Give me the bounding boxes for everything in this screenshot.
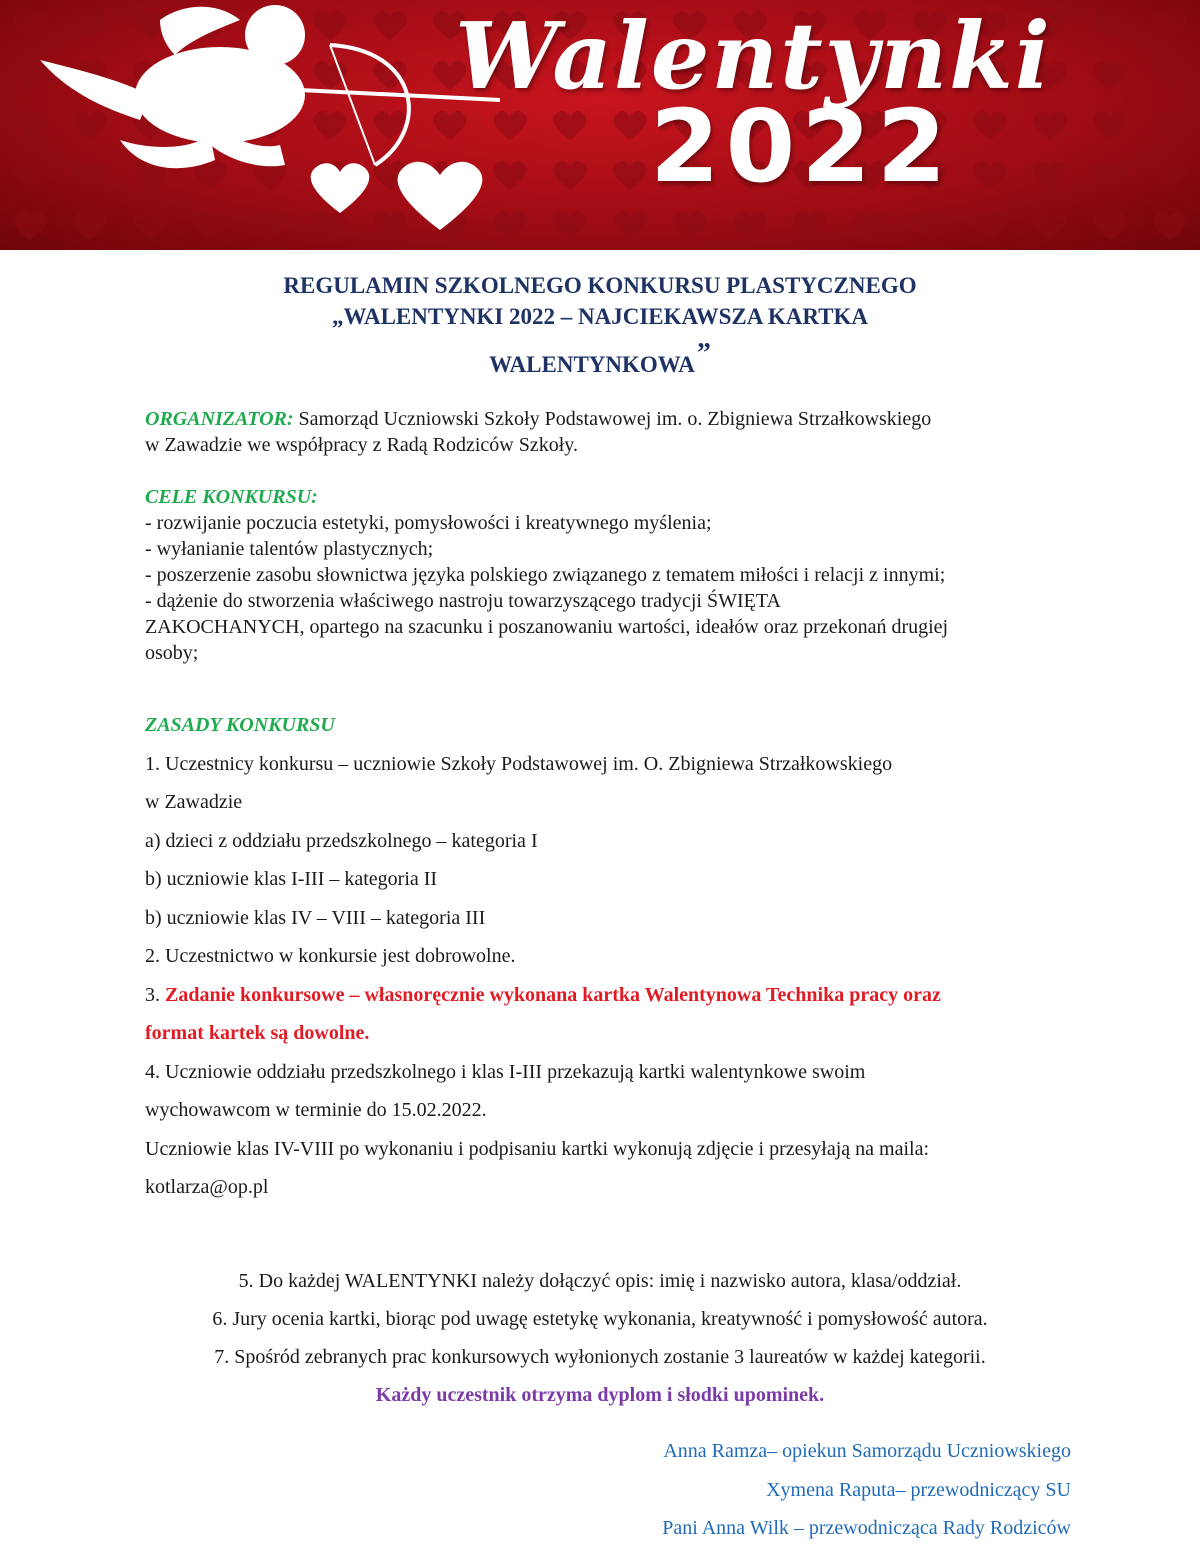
email-address[interactable]: kotlarza@op.pl (145, 1176, 269, 1198)
goal-item: - poszerzenie zasobu słownictwa języka polskiego związanego z tematem miłości i relacji z innymi; (145, 564, 946, 586)
rule-3-cont: format kartek są dowolne. (145, 1022, 370, 1044)
banner-year: 2022 (650, 88, 953, 205)
organizer-paragraph (145, 406, 1065, 458)
organizer-text-1: Samorząd Uczniowski Szkoły Podstawowej im. o. Zbigniewa Strzałkowskiego (298, 408, 932, 430)
title-line-3 (0, 338, 1200, 380)
page-title (0, 270, 1200, 380)
category-b: b) uczniowie klas I-III – kategoria II (145, 868, 438, 890)
title-line-3-text: WALENTYNKOWA (489, 352, 695, 377)
rule-4-cont: wychowawcom w terminie do 15.02.2022. (145, 1099, 487, 1121)
category-a: a) dzieci z oddziału przedszkolnego – kategoria I (145, 829, 538, 852)
rule-3 (145, 976, 1065, 1015)
goal-item: - rozwijanie poczucia estetyki, pomysłowości i kreatywnego myślenia; (145, 512, 712, 534)
rules-centered (0, 1262, 1200, 1414)
rule-1: 1. Uczestnicy konkursu – uczniowie Szkoły Podstawowej im. O. Zbigniewa Strzałkowskiego (145, 752, 893, 775)
rule-5: 5. Do każdej WALENTYNKI należy dołączyć opis: imię i nazwisko autora, klasa/oddział. (238, 1270, 962, 1292)
intro-section (145, 406, 1065, 666)
rule-1-cont: w Zawadzie (145, 791, 243, 813)
signature-line: Xymena Raputa– przewodniczący SU (766, 1478, 1071, 1501)
rule-3-number: 3. (145, 983, 160, 1006)
header-banner (0, 0, 1200, 250)
signatures (662, 1432, 1071, 1548)
banner-title: Walentynki (455, 2, 1052, 110)
signature-line: Pani Anna Wilk – przewodnicząca Rady Rodziców (662, 1517, 1071, 1539)
rule-2: 2. Uczestnictwo w konkursie jest dobrowolne. (145, 945, 516, 967)
goal-item: ZAKOCHANYCH, opartego na szacunku i poszanowaniu wartości, ideałów oraz przekonań drugiej (145, 616, 949, 638)
rules-section (145, 706, 1065, 1207)
title-close-quote: ” (696, 338, 711, 369)
rule-3-text: Zadanie konkursowe – własnoręcznie wykonana kartka Walentynowa Technika pracy oraz (165, 983, 941, 1006)
category-c: b) uczniowie klas IV – VIII – kategoria III (145, 906, 486, 929)
rules-heading: ZASADY KONKURSU (145, 714, 335, 736)
prize-note: Każdy uczestnik otrzyma dyplom i słodki upominek. (375, 1384, 825, 1406)
rule-6: 6. Jury ocenia kartki, biorąc pod uwagę estetykę wykonania, kreatywność i pomysłowość autora. (212, 1308, 988, 1330)
goal-item: - dążenie do stworzenia właściwego nastroju towarzyszącego tradycji ŚWIĘTA (145, 590, 781, 612)
goal-item: osoby; (145, 642, 199, 664)
organizer-label: ORGANIZATOR: (145, 408, 294, 430)
rule-4-email-info: Uczniowie klas IV-VIII po wykonaniu i podpisaniu kartki wykonują zdjęcie i przesyłają na maila: (145, 1137, 930, 1160)
title-line-1: REGULAMIN SZKOLNEGO KONKURSU PLASTYCZNEGO (283, 273, 917, 298)
rule-7: 7. Spośród zebranych prac konkursowych wyłonionych zostanie 3 laureatów w każdej kategorii. (214, 1346, 986, 1368)
signature-line: Anna Ramza– opiekun Samorządu Uczniowskiego (663, 1440, 1071, 1462)
organizer-text-2: w Zawadzie we współpracy z Radą Rodziców Szkoły. (145, 434, 579, 456)
rule-4: 4. Uczniowie oddziału przedszkolnego i klas I-III przekazują kartki walentynkowe swoim (145, 1060, 866, 1083)
goals-heading: CELE KONKURSU: (145, 486, 318, 508)
title-line-2: „WALENTYNKI 2022 – NAJCIEKAWSZA KARTKA (332, 304, 868, 329)
goal-item: - wyłanianie talentów plastycznych; (145, 538, 434, 560)
